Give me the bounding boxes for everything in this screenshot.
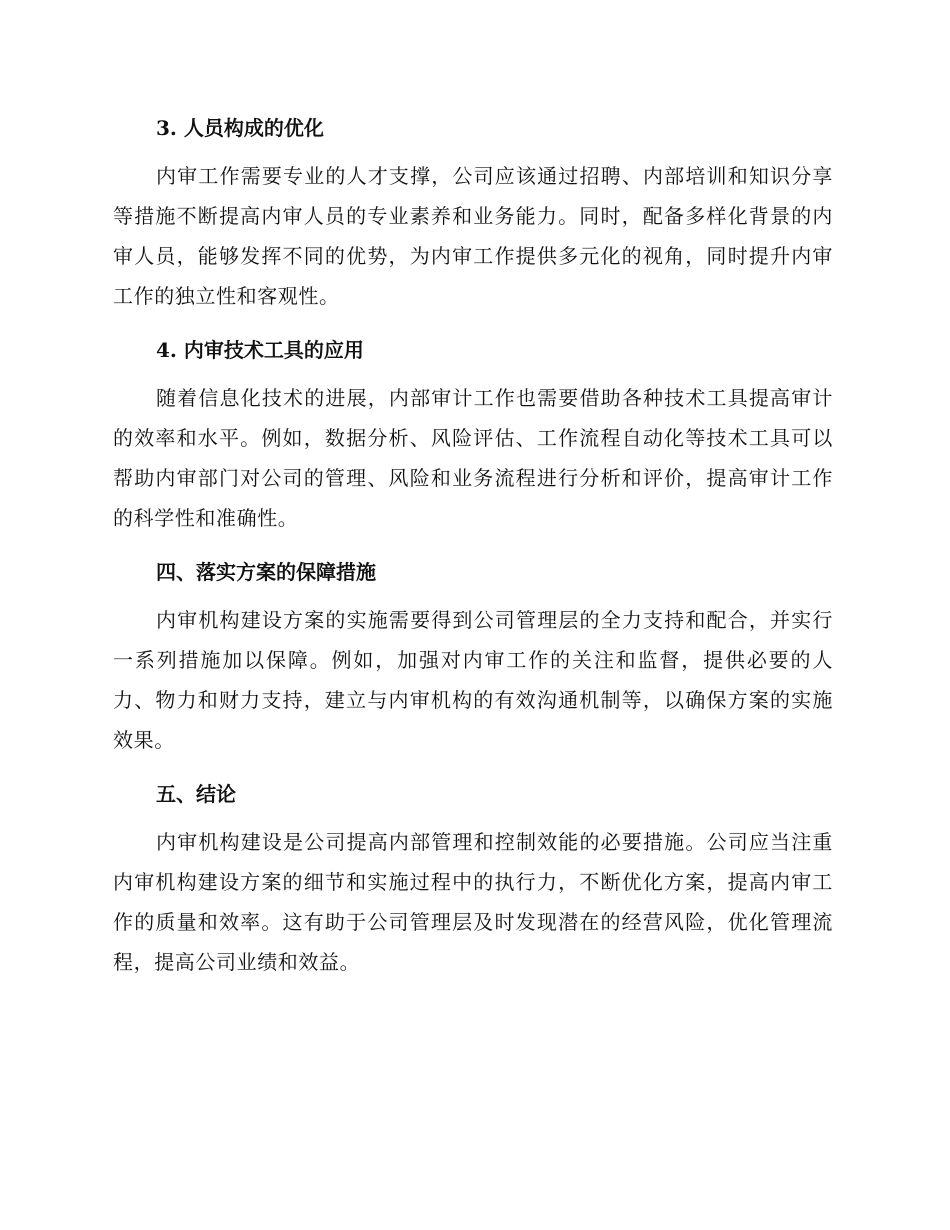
section-heading-personnel-optimization: 3. 人员构成的优化 [156,116,324,140]
section-paragraph-safeguard-measures: 内审机构建设方案的实施需要得到公司管理层的全力支持和配合，并实行一系列措施加以保障。例如，加强对内审工作的关注和监督，提供必要的人力、物力和财力支持，建立与内审机构的有效沟通机制等，以确保方案的实施效果。 [113,608,833,752]
section-paragraph-personnel-optimization: 内审工作需要专业的人才支撑，公司应该通过招聘、内部培训和知识分享等措施不断提高内审人员的专业素养和业务能力。同时，配备多样化背景的内审人员，能够发挥不同的优势，为内审工作提供多元化的视角，同时提升内审工作的独立性和客观性。 [113,164,833,308]
section-paragraph-conclusion: 内审机构建设是公司提高内部管理和控制效能的必要措施。公司应当注重内审机构建设方案的细节和实施过程中的执行力，不断优化方案，提高内审工作的质量和效率。这有助于公司管理层及时发现潜在的经营风险，优化管理流程，提高公司业绩和效益。 [113,830,833,974]
document-body [113,108,833,982]
section-paragraph-audit-tools: 随着信息化技术的进展，内部审计工作也需要借助各种技术工具提高审计的效率和水平。例如，数据分析、风险评估、工作流程自动化等技术工具可以帮助内审部门对公司的管理、风险和业务流程进行分析和评价，提高审计工作的科学性和准确性。 [113,386,833,530]
section-heading-audit-tools: 4. 内审技术工具的应用 [156,338,364,362]
section-heading-conclusion: 五、结论 [156,782,236,806]
section-heading-safeguard-measures: 四、落实方案的保障措施 [156,560,376,584]
